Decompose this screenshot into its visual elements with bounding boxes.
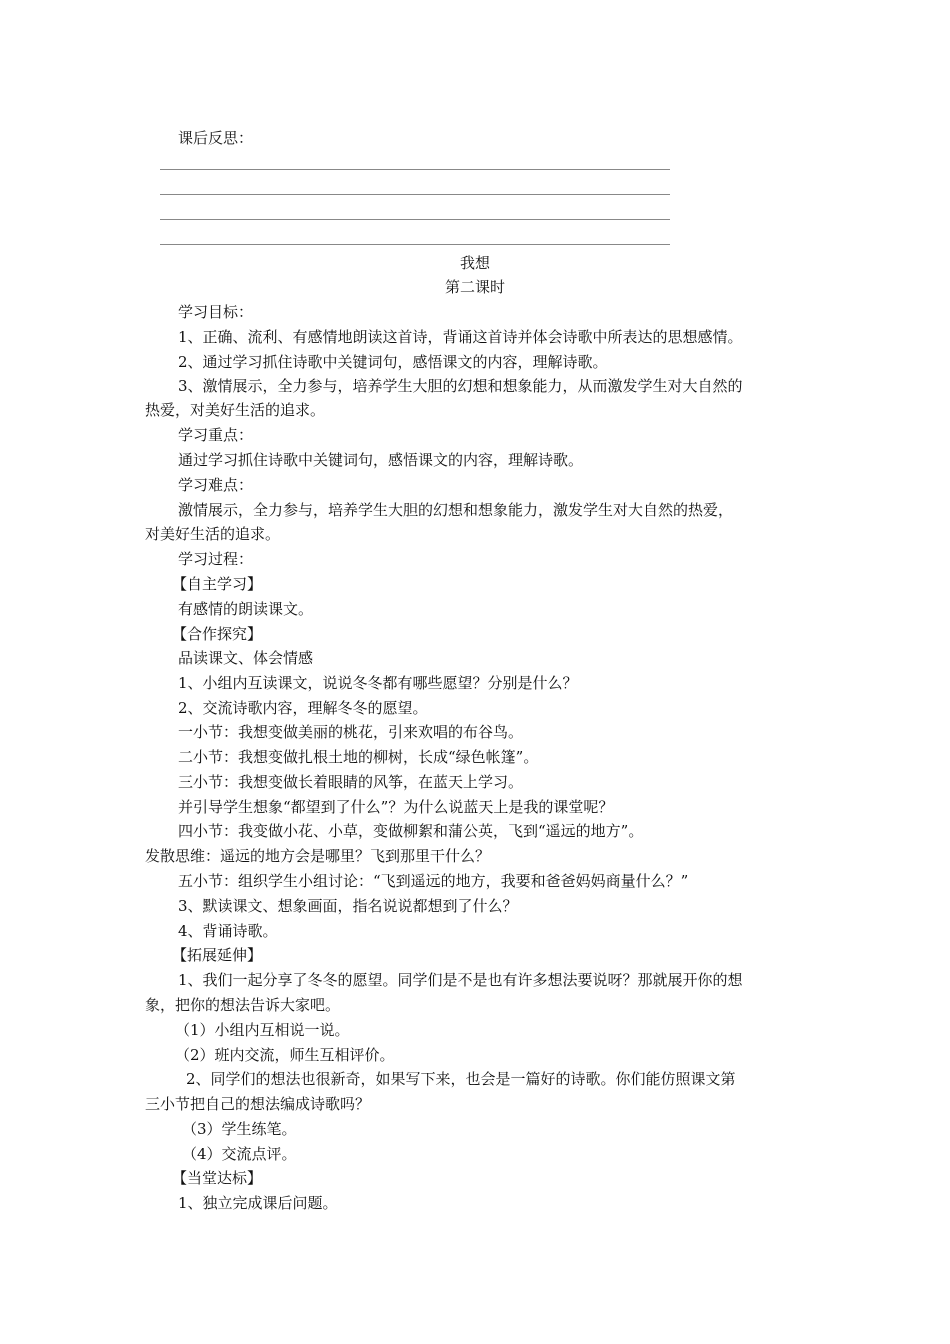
body-line: 象，把你的想法告诉大家吧。 — [145, 996, 341, 1014]
body-line: 品读课文、体会情感 — [178, 649, 314, 667]
section-heading: 学习目标： — [178, 303, 254, 321]
body-line: （2）班内交流，师生互相评价。 — [175, 1046, 395, 1064]
reflection-label: 课后反思： — [178, 129, 254, 147]
body-line: 激情展示，全力参与，培养学生大胆的幻想和想象能力，激发学生对大自然的热爱， — [178, 501, 734, 519]
reflection-blank-line — [160, 219, 670, 220]
body-line: 1、正确、流利、有感情地朗读这首诗，背诵这首诗并体会诗歌中所表达的思想感情。 — [178, 328, 743, 346]
body-line: 4、背诵诗歌。 — [178, 922, 278, 940]
body-line: 并引导学生想象“都望到了什么”？为什么说蓝天上是我的课堂呢？ — [178, 798, 614, 816]
bracket-heading: 【当堂达标】 — [172, 1169, 263, 1187]
section-heading: 学习重点： — [178, 426, 254, 444]
body-line: 对美好生活的追求。 — [145, 525, 281, 543]
bracket-heading: 【拓展延伸】 — [172, 946, 263, 964]
body-line: 一小节：我想变做美丽的桃花，引来欢唱的布谷鸟。 — [178, 723, 524, 741]
reflection-blank-line — [160, 194, 670, 195]
body-line: （1）小组内互相说一说。 — [175, 1021, 350, 1039]
body-line: 2、同学们的想法也很新奇，如果写下来，也会是一篇好的诗歌。你们能仿照课文第 — [186, 1070, 736, 1088]
body-line: 三小节：我想变做长着眼睛的风筝，在蓝天上学习。 — [178, 773, 524, 791]
body-line: 三小节把自己的想法编成诗歌吗？ — [145, 1095, 371, 1113]
bracket-heading: 【合作探究】 — [172, 625, 263, 643]
body-line: 3、激情展示，全力参与，培养学生大胆的幻想和想象能力，从而激发学生对大自然的 — [178, 377, 743, 395]
body-line: 发散思维：遥远的地方会是哪里？飞到那里干什么？ — [145, 847, 491, 865]
section-heading: 学习难点： — [178, 476, 254, 494]
body-line: （4）交流点评。 — [182, 1145, 297, 1163]
reflection-blank-line — [160, 244, 670, 245]
body-line: 2、交流诗歌内容，理解冬冬的愿望。 — [178, 699, 428, 717]
body-line: 2、通过学习抓住诗歌中关键词句，感悟课文的内容，理解诗歌。 — [178, 353, 608, 371]
body-line: 1、我们一起分享了冬冬的愿望。同学们是不是也有许多想法要说呀？那就展开你的想 — [178, 971, 743, 989]
body-line: 有感情的朗读课文。 — [178, 600, 314, 618]
body-line: 四小节：我变做小花、小草，变做柳絮和蒲公英，飞到“遥远的地方”。 — [178, 822, 644, 840]
body-line: 3、默读课文、想象画面，指名说说都想到了什么？ — [178, 897, 518, 915]
body-line: （3）学生练笔。 — [182, 1120, 297, 1138]
body-line: 二小节：我想变做扎根土地的柳树，长成“绿色帐篷”。 — [178, 748, 539, 766]
body-line: 热爱，对美好生活的追求。 — [145, 401, 326, 419]
bracket-heading: 【自主学习】 — [172, 575, 263, 593]
body-line: 1、小组内互读课文，说说冬冬都有哪些愿望？分别是什么？ — [178, 674, 578, 692]
lesson-title: 我想 — [460, 254, 491, 272]
reflection-blank-line — [160, 169, 670, 170]
section-heading: 学习过程： — [178, 550, 254, 568]
body-line: 1、独立完成课后问题。 — [178, 1194, 338, 1212]
body-line: 五小节：组织学生小组讨论：“飞到遥远的地方，我要和爸爸妈妈商量什么？” — [178, 872, 689, 890]
body-line: 通过学习抓住诗歌中关键词句，感悟课文的内容，理解诗歌。 — [178, 451, 584, 469]
lesson-subtitle: 第二课时 — [445, 278, 506, 296]
